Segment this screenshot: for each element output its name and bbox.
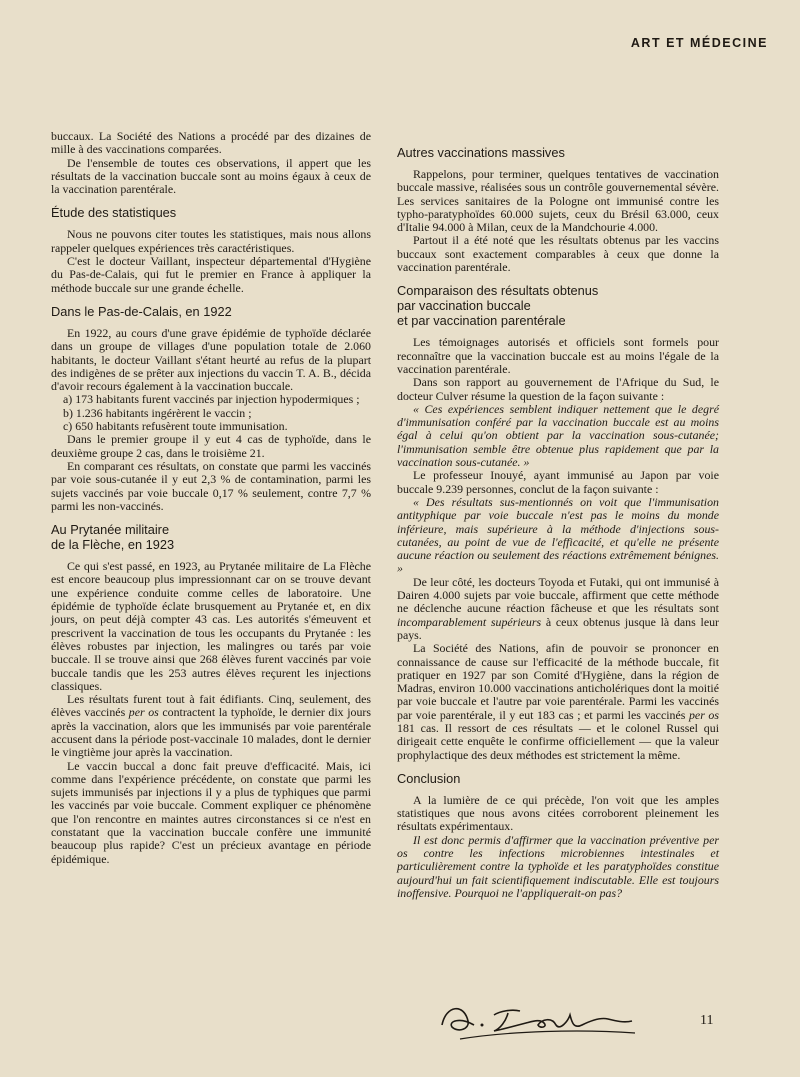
list-item: b) 1.236 habitants ingérèrent le vaccin ; <box>63 405 252 420</box>
italic-run: contre les infections microbiennes intestinales et particulièrement contre la typhoïde et les paratyphoïdes constitue aujourd'hui un fait scientifiquement indiscutable. Elle est toujours inoffensive. Pourquoi ne l'appliquerait-on pas? <box>397 846 720 900</box>
paragraph: A la lumière de ce qui précède, l'on voit que les amples statistiques que nous avons citées corroborent pleinement les résultats expérimentaux. <box>397 792 719 834</box>
italic-run: Il est donc permis d'affirmer que la vaccination préventive per os <box>397 832 719 861</box>
author-signature <box>430 995 645 1045</box>
paragraph: Le vaccin buccal a donc fait preuve d'efficacité. Mais, ici comme dans l'expérience précédente, on constate que parmi les sujets immunisés par injections il y a plus de typhiques que parmi les vaccinés par voie buccale. Comment expliquer ce phénomène que l'on rencontre en maintes autres circonstances si ce n'est en constatant que la vaccination buccale confère une immunité beaucoup plus rapide? C'est un précieux avantage en période épidémique. <box>51 758 371 866</box>
paragraph: Nous ne pouvons citer toutes les statistiques, mais nous allons rappeler quelques expériences très caractéristiques. <box>51 227 371 255</box>
heading-autres-vaccinations: Autres vaccinations massives <box>397 145 565 160</box>
section-header: ART ET MÉDECINE <box>630 36 768 50</box>
page-number: 11 <box>700 1013 714 1028</box>
text-run: Les résultats furent tout à fait édifiants. Cinq, seulement, des élèves vaccinés <box>51 692 371 720</box>
paragraph: En comparant ces résultats, on constate que parmi les vaccinés par voie sous-cutanée il y eut 2,3 % de contamination, parmi les sujets vaccinés par voie buccale 0,17 % seulement, contre 7,7 % parmi les non-vaccinés. <box>51 458 371 513</box>
paragraph: En 1922, au cours d'une grave épidémie de typhoïde déclarée dans un groupe de villages d'une population totale de 2.060 habitants, le docteur Vaillant s'étant heurté au refus de la plupart des indigènes de se prêter aux injections du vaccin T. A. B., décida d'avoir recours également à la vaccination buccale. <box>51 325 371 394</box>
quotation: « Des résultats sus-mentionnés on voit que l'immunisation antityphique par voie buccale n'est pas le moins du monde inférieure, mais supérieure à la méthode d'injections sous-cutanées, au point de vue de l'efficacité, et qu'elle ne présente aucune réaction ou seulement des réactions extrêmement bénignes. » <box>397 494 719 576</box>
italic-run: per os <box>128 705 159 720</box>
heading-comparaison <box>397 283 719 328</box>
paragraph: Ce qui s'est passé, en 1923, au Prytanée militaire de La Flèche est encore beaucoup plus impressionnant car on se trouve devant une expérience conduite comme celles de laboratoire. Une épidémie de typhoïde éclate brusquement au Prytanée et, en dix jours, on peut déjà compter 43 cas. Les autorités s'émeuvent et prescrivent la vaccination de tous les occupants du Prytanée : les élèves robustes par injection, les malingres ou tarés par voie buccale. Il se trouve ainsi que 268 élèves furent vaccinés par voie buccale tandis que les 253 autres élèves reçurent les injections classiques. <box>51 559 371 693</box>
paragraph <box>397 642 719 762</box>
quotation: « Ces expériences semblent indiquer nettement que le degré d'immunisation conféré par la vaccination buccale est au moins égal à celui qu'on obtient par la vaccination sous-cutanée; l'immunisation semble être obtenue plus rapidement que par la vaccination sous-cutanée. » <box>397 401 719 470</box>
paragraph: buccaux. La Société des Nations a procédé par des dizaines de mille à des vaccinations comparées. <box>51 129 371 157</box>
paragraph: Partout il a été noté que les résultats obtenus par les vaccins buccaux sont exactement comparables à ceux que donne la vaccination parentérale. <box>397 233 719 275</box>
left-column <box>51 130 371 866</box>
heading-line: Au Prytanée militaire <box>51 522 170 538</box>
text-run: à ceux obtenus jusque là dans leur pays. <box>397 614 719 642</box>
paragraph: Dans le premier groupe il y eut 4 cas de typhoïde, dans le deuxième groupe 2 cas, dans le troisième 21. <box>51 432 371 460</box>
paragraph <box>397 576 719 642</box>
heading-la-fleche <box>51 522 371 552</box>
heading-line: et par vaccination parentérale <box>397 313 566 329</box>
heading-line: Comparaison des résultats obtenus <box>397 283 599 299</box>
text-run: De leur côté, les docteurs Toyoda et Futaki, qui ont immunisé à Dairen 4.000 sujets par voie buccale, affirment que cette méthode ne déclenche aucune réaction fâcheuse et que les résultats sont <box>397 574 719 616</box>
heading-statistiques: Étude des statistiques <box>51 205 177 221</box>
right-column <box>397 145 719 900</box>
paragraph: Le professeur Inouyé, ayant immunisé au Japon par voie buccale 9.239 personnes, conclut de la façon suivante : <box>397 468 719 496</box>
list-item: a) 173 habitants furent vaccinés par injection hypodermiques ; <box>63 392 360 407</box>
text-run: 181 cas. Il ressort de ces résultats — et le colonel Russel qui dirigeait cette enquête le confirme officiellement — que la valeur prophylactique des deux méthodes est strictement la même. <box>397 720 719 762</box>
italic-run: incomparablement supérieurs <box>397 614 542 629</box>
paragraph: Rappelons, pour terminer, quelques tentatives de vaccination buccale massive, réalisées sous un contrôle gouvernemental sévère. Les services sanitaires de la Pologne ont immunisé contre les typho-paratyphoïdes 60.000 sujets, ceux du Brésil 63.000, ceux d'Italie 94.000 à Milan, ceux de la Mandchourie 4.000. <box>397 167 719 235</box>
paragraph: Dans son rapport au gouvernement de l'Afrique du Sud, le docteur Culver résume la question de la façon suivante : <box>397 375 719 403</box>
list-item: c) 650 habitants refusèrent toute immunisation. <box>63 419 288 434</box>
italic-run: per os <box>688 707 719 722</box>
paragraph: De l'ensemble de toutes ces observations, il appert que les résultats de la vaccination buccale sont au moins égaux à ceux de la vaccination parentérale. <box>51 155 371 197</box>
heading-pas-de-calais: Dans le Pas-de-Calais, en 1922 <box>51 303 232 319</box>
paragraph <box>51 693 371 759</box>
paragraph: C'est le docteur Vaillant, inspecteur départemental d'Hygiène du Pas-de-Calais, qui fut le premier en France à appliquer la méthode buccale sur une grande échelle. <box>51 254 371 295</box>
heading-line: par vaccination buccale <box>397 298 531 314</box>
heading-line: de la Flèche, en 1923 <box>51 537 175 553</box>
paragraph: Les témoignages autorisés et officiels sont formels pour reconnaître que la vaccination buccale est au moins l'égale de la vaccination parentérale. <box>397 335 719 376</box>
conclusion-italic <box>397 834 719 900</box>
text-run: La Société des Nations, afin de pouvoir se prononcer en connaissance de cause sur l'efficacité de la méthode buccale, fit pratiquer en 1927 par son Comité d'Hygiène, dans la région de Madras, environ 10.000 vaccinations anticholériques dont la moitié par voie buccale et l'autre par voie parentérale. Parmi les vaccinés par voie parentérale, il y eut 183 cas ; et parmi les vaccinés <box>397 641 719 722</box>
text-run: contractent la typhoïde, le dernier dix jours après la vaccination, alors que les immunisés par voie parentérale accusent dans la période post-vaccinale 10 malades, dont le dernier le vingtième jour après la vaccination. <box>51 705 371 760</box>
heading-conclusion: Conclusion <box>397 770 461 786</box>
